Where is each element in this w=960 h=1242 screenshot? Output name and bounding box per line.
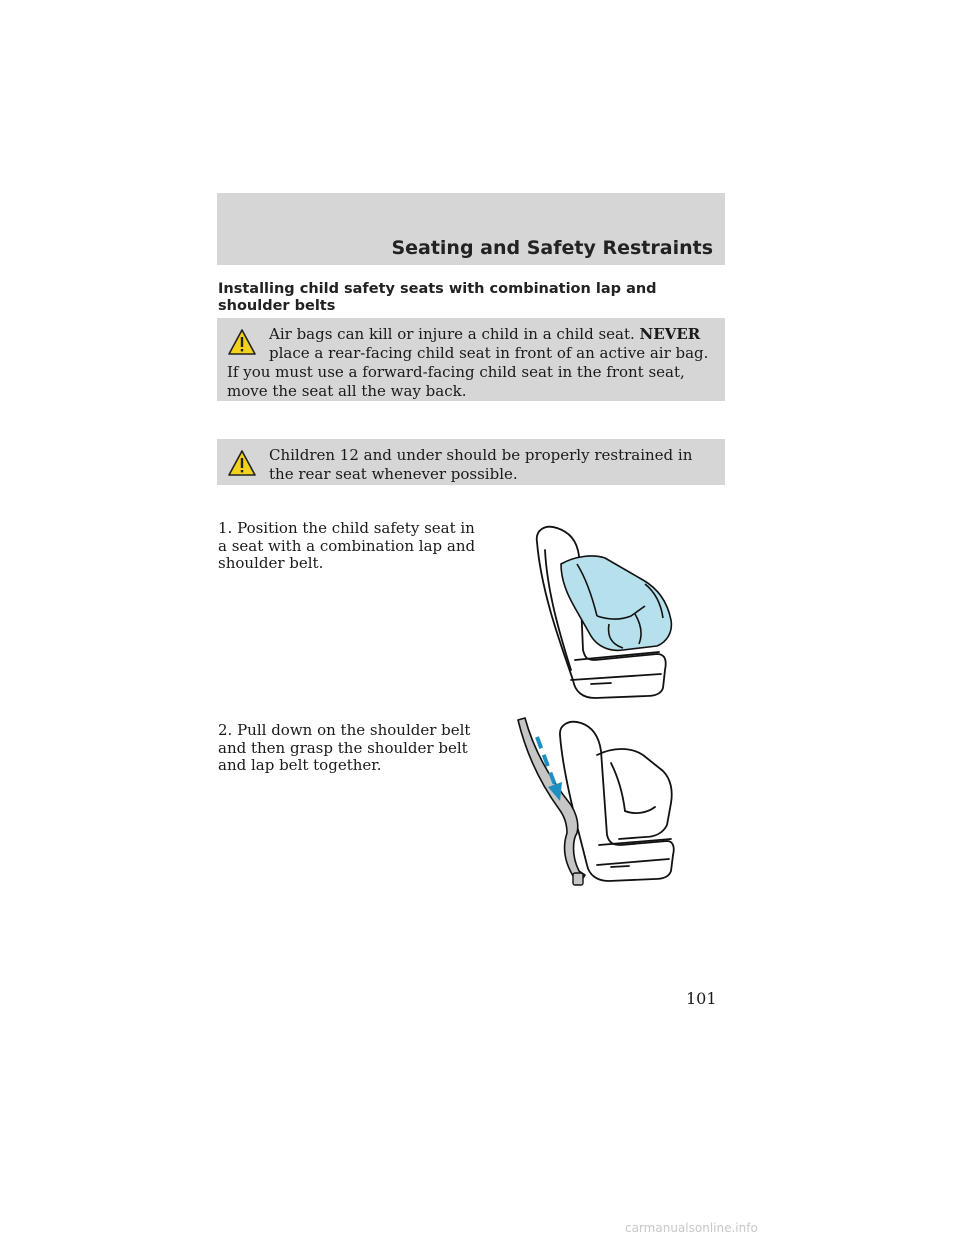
warning-box-children <box>217 439 725 485</box>
child-seat-in-vehicle-seat-figure <box>525 520 680 700</box>
step-2-text: 2. Pull down on the shoulder belt and then grasp the shoulder belt and lap belt together. <box>218 721 471 774</box>
section-header-band <box>217 193 725 265</box>
pull-shoulder-belt-figure <box>515 715 680 890</box>
section-heading: Installing child safety seats with combination lap and shoulder belts <box>218 281 657 314</box>
warning-text: Air bags can kill or injure a child in a child seat. NEVER place a rear-facing child seat in front of an active air bag. If you must use a forward-facing child seat in the front seat, move the seat all the way back. <box>227 325 709 400</box>
warning-triangle-icon <box>227 449 257 477</box>
warning-box-airbag <box>217 318 725 401</box>
footer-watermark: carmanualsonline.info <box>625 1221 758 1235</box>
step-1-text: 1. Position the child safety seat in a seat with a combination lap and shoulder belt. <box>218 519 476 572</box>
warning-text: Children 12 and under should be properly restrained in the rear seat whenever possible. <box>269 446 693 483</box>
page-title: Seating and Safety Restraints <box>391 237 713 259</box>
warning-triangle-icon <box>227 328 257 356</box>
page-number: 101 <box>686 989 717 1008</box>
warning-emphasis: NEVER <box>639 325 701 343</box>
